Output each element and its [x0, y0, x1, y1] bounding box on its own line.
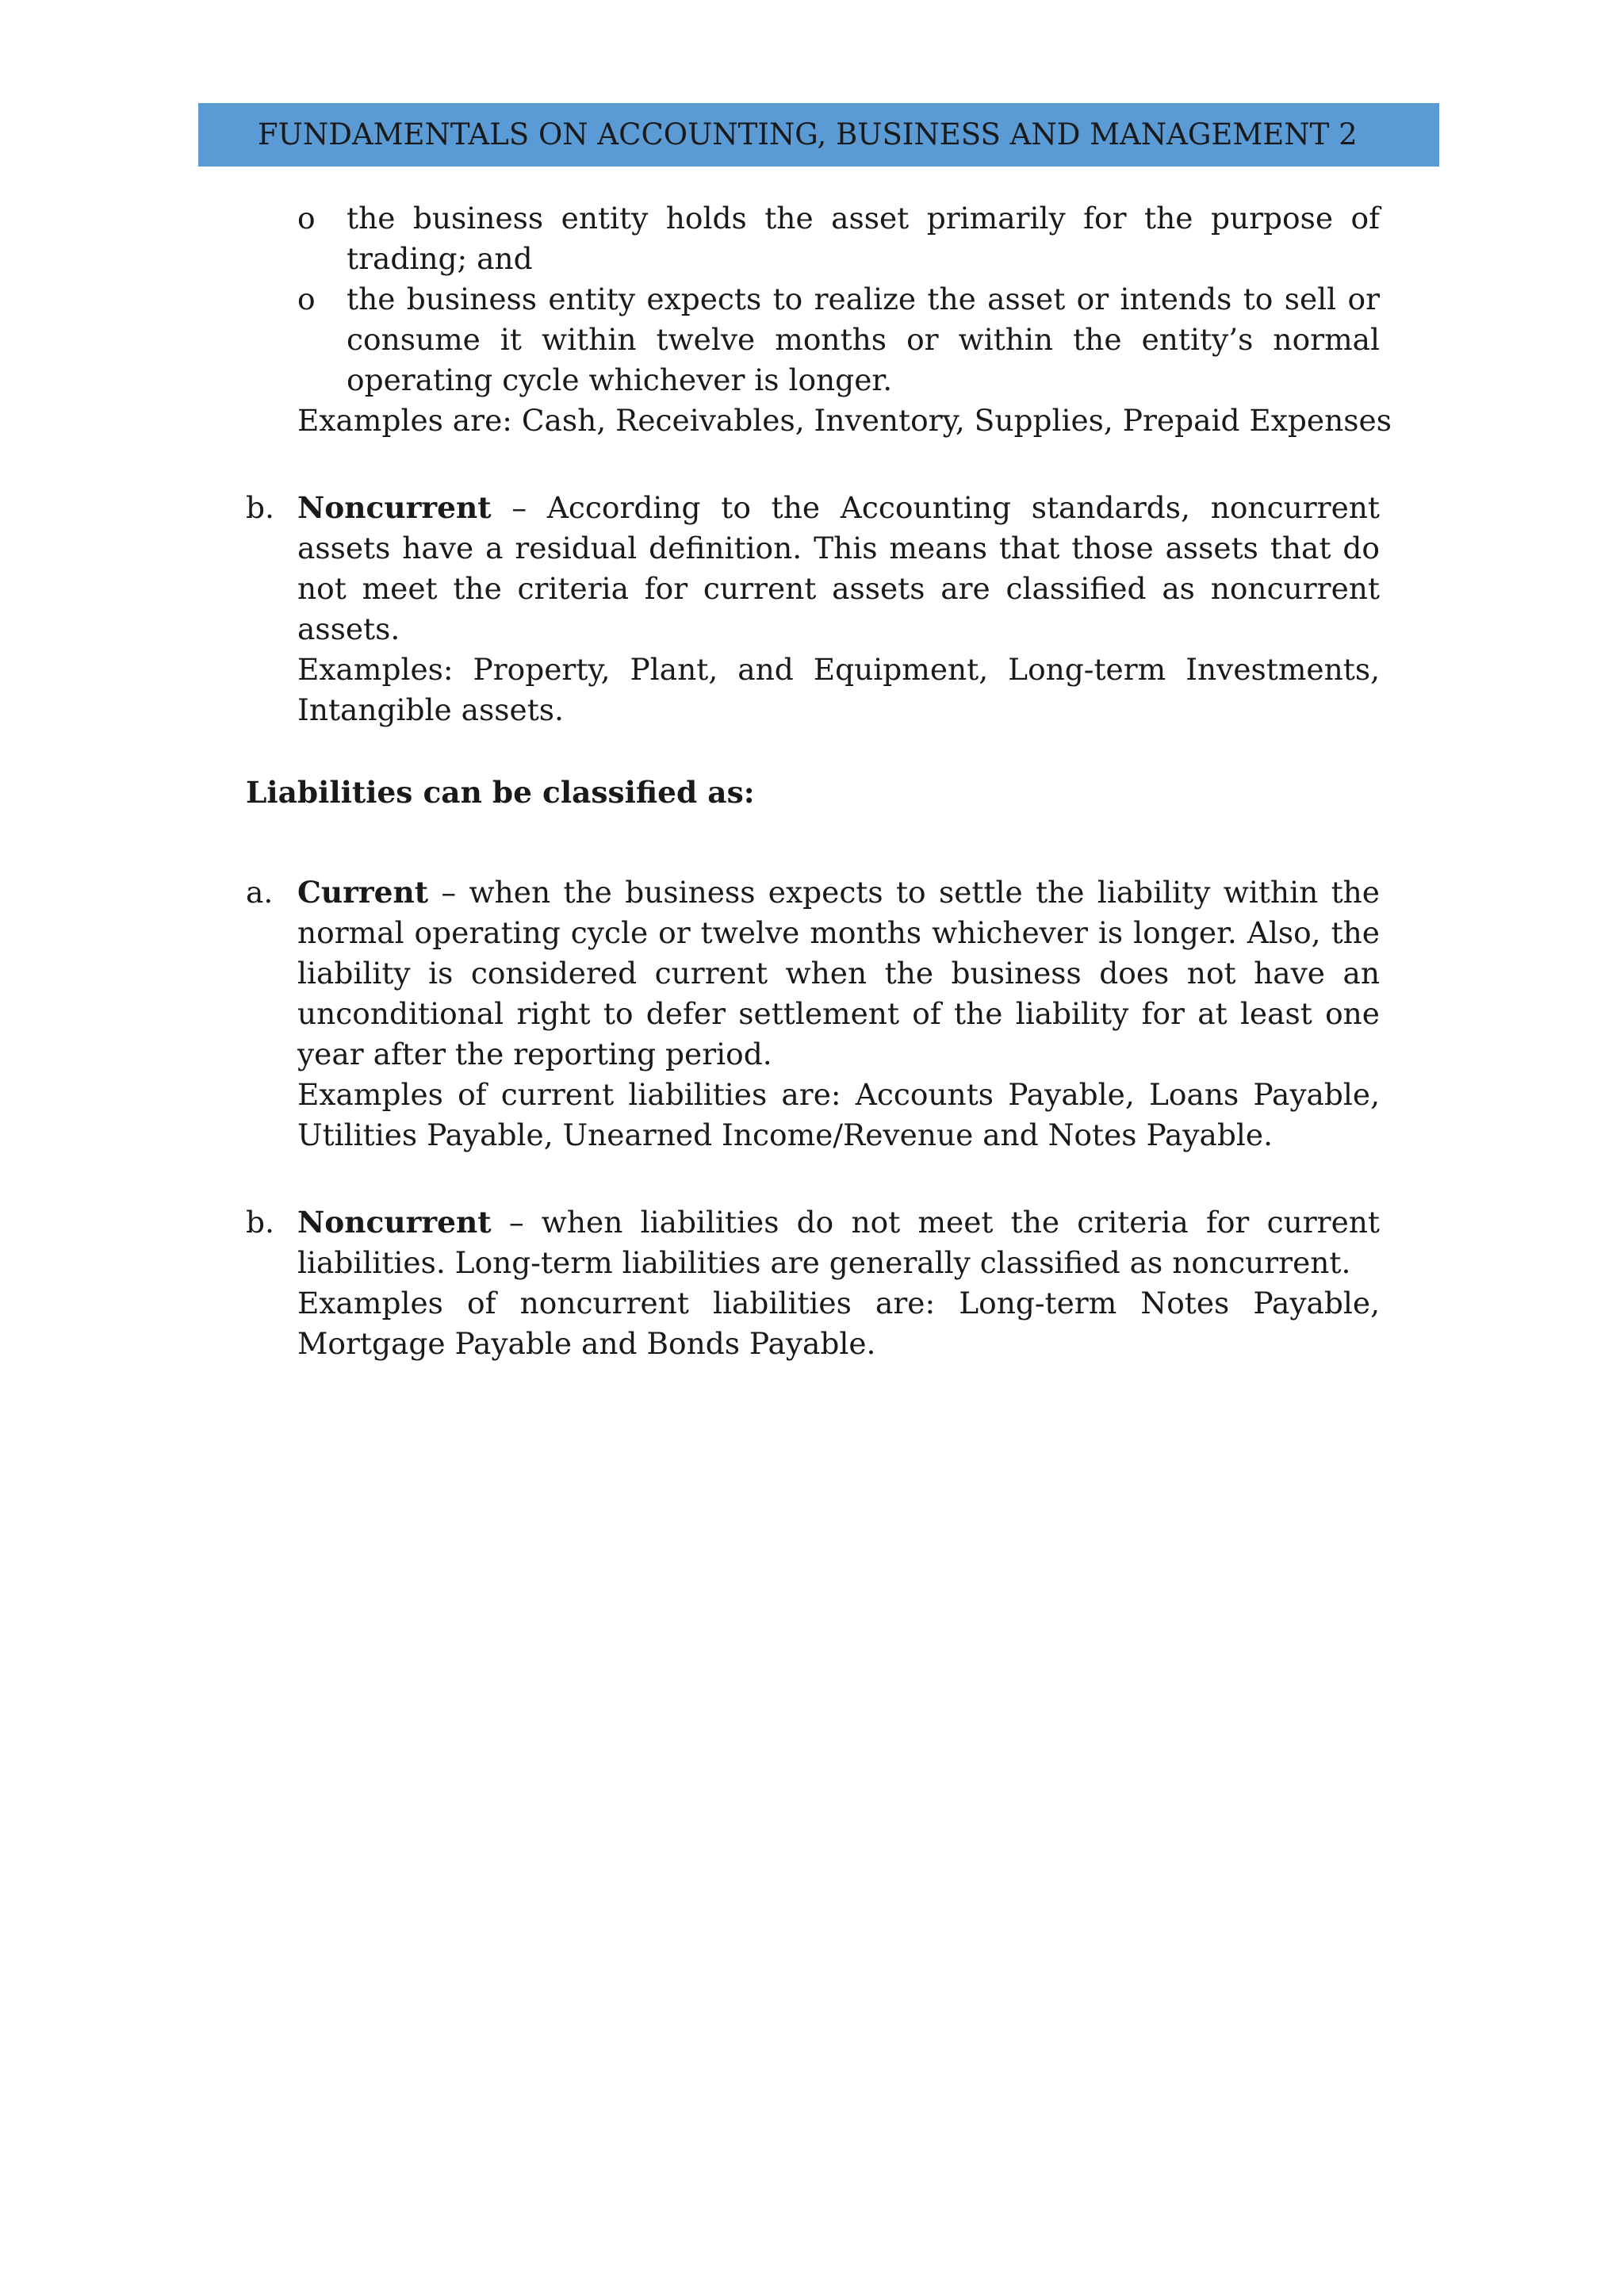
noncurrent-liabilities-definition: [297, 1202, 1380, 1283]
noncurrent-assets-examples: Examples: Property, Plant, and Equipment, Long-term Investments, Intangible assets.: [297, 652, 1380, 727]
noncurrent-liabilities-examples: Examples of noncurrent liabilities are: Long-term Notes Payable, Mortgage Payable and Bonds Payable.: [297, 1286, 1380, 1361]
bullet-circle-icon: o: [297, 201, 316, 236]
current-assets-criteria-list: [246, 198, 1380, 401]
item-letter: b.: [246, 490, 274, 525]
current-assets-examples: Examples are: Cash, Receivables, Inventory, Supplies, Prepaid Expenses: [297, 403, 1392, 438]
noncurrent-assets-definition: [297, 488, 1380, 650]
bullet-text: the business entity expects to realize the asset or intends to sell or consume it within twelve months or within the entity’s normal operating cycle whichever is longer.: [347, 282, 1380, 397]
page-header-title: FUNDAMENTALS ON ACCOUNTING, BUSINESS AND MANAGEMENT 2: [258, 117, 1358, 151]
current-liabilities-definition: [297, 872, 1380, 1075]
noncurrent-liabilities-item: [246, 1202, 1380, 1364]
bullet-text: the business entity holds the asset primarily for the purpose of trading; and: [347, 201, 1380, 276]
definition-text: – when liabilities do not meet the criteria for current liabilities. Long-term liabilities are generally classified as noncurrent.: [297, 1205, 1380, 1280]
page-header-bar: [198, 103, 1439, 167]
noncurrent-assets-item: [246, 488, 1380, 730]
current-liabilities-item: [246, 872, 1380, 1156]
list-item: [246, 279, 1380, 401]
item-letter: a.: [246, 875, 274, 910]
document-body: [246, 198, 1392, 1364]
current-liabilities-examples: Examples of current liabilities are: Accounts Payable, Loans Payable, Utilities Payable, Unearned Income/Revenue and Notes Payable.: [297, 1077, 1380, 1152]
term-current: Current: [297, 875, 429, 910]
list-item: [246, 198, 1380, 279]
item-letter: b.: [246, 1205, 274, 1240]
bullet-circle-icon: o: [297, 282, 316, 316]
definition-text: – According to the Accounting standards, noncurrent assets have a residual definition. This means that those assets that do not meet the criteria for current assets are classified as noncurrent assets.: [297, 490, 1380, 646]
definition-text: – when the business expects to settle the liability within the normal operating cycle or twelve months whichever is longer. Also, the liability is considered current when the business does not have an unconditional right to defer settlement of the liability for at least one year after the reporting period.: [297, 875, 1380, 1071]
term-noncurrent: Noncurrent: [297, 1205, 492, 1240]
liabilities-heading: Liabilities can be classified as:: [246, 775, 755, 810]
term-noncurrent: Noncurrent: [297, 490, 492, 525]
